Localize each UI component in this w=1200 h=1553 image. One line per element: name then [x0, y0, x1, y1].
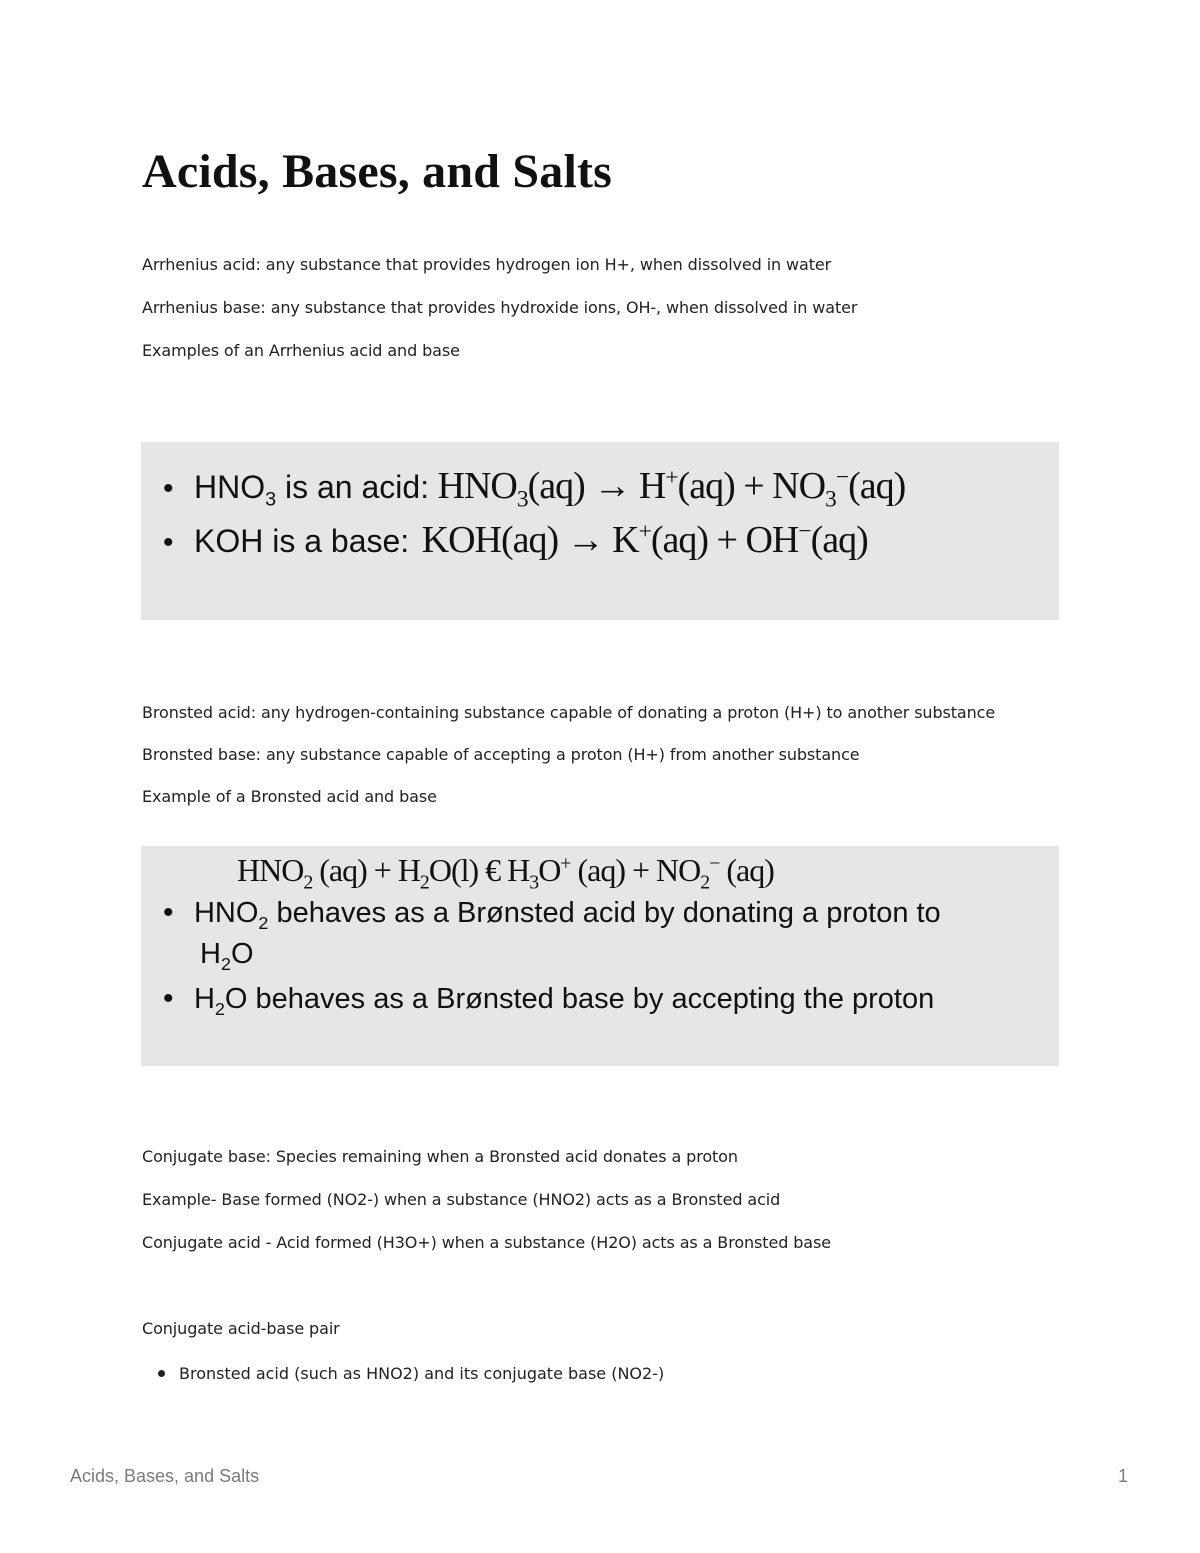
hno3-equation: $HNO_3(aq) \to H^+(aq) + NO_3^-(aq)$: [437, 464, 906, 513]
koh-equation: KOH(aq) → K+(aq) + OH−(aq): [421, 518, 868, 561]
bronsted-example-label: Example of a Bronsted acid and base: [142, 787, 437, 806]
hno2-equation: $HNO_2$ $(aq) + H_2O(l)$ € $H_3O^+$ $(aq) + NO_2^-$ (aq): [237, 852, 774, 894]
conjugate-base-example: Example- Base formed (NO2-) when a substance (HNO2) acts as a Bronsted acid: [142, 1190, 781, 1209]
bullet-icon: •: [163, 472, 174, 505]
bronsted-acid-definition: Bronsted acid: any hydrogen-containing substance capable of donating a proton (H+) to another substance: [142, 703, 996, 722]
h2o-bronsted-base-text: $H_2O$ behaves as a Brønsted base by accepting the proton: [193, 983, 935, 1019]
arrhenius-acid-definition: Arrhenius acid: any substance that provides hydrogen ion H+, when dissolved in water: [142, 255, 832, 274]
conjugate-acid-definition: Conjugate acid - Acid formed (H3O+) when a substance (H2O) acts as a Bronsted base: [142, 1233, 831, 1252]
conjugate-pair-heading: Conjugate acid-base pair: [142, 1319, 340, 1338]
bullet-icon: •: [163, 896, 174, 929]
bronsted-base-definition: Bronsted base: any substance capable of accepting a proton (H+) from another substance: [142, 745, 860, 764]
bullet-icon: •: [163, 982, 174, 1015]
bullet-icon: •: [163, 526, 174, 559]
figure1-line2: [163, 518, 868, 562]
bronsted-example-figure: [141, 846, 1059, 1066]
figure2-bullet1: [163, 896, 941, 934]
footer-title: Acids, Bases, and Salts: [70, 1466, 260, 1486]
arrhenius-base-definition: Arrhenius base: any substance that provides hydroxide ions, OH-, when dissolved in water: [142, 298, 858, 317]
hno2-bronsted-acid-text: $HNO_2$ behaves as a Brønsted acid by donating a proton to: [193, 897, 941, 933]
figure2-bullet2: [163, 982, 934, 1020]
figure1-line1: [163, 464, 905, 514]
arrhenius-example-figure: [141, 442, 1059, 620]
conjugate-base-definition: Conjugate base: Species remaining when a Bronsted acid donates a proton: [142, 1147, 738, 1166]
figure2-bullet1-continued: $H_2O$: [200, 938, 254, 974]
hno3-label: $HNO_3$ is an acid:: [193, 469, 430, 511]
page-title: Acids, Bases, and Salts: [142, 145, 613, 198]
koh-label: KOH is a base:: [193, 523, 410, 559]
list-item: Bronsted acid (such as HNO2) and its conjugate base (NO2-): [142, 1364, 664, 1383]
arrhenius-examples-label: Examples of an Arrhenius acid and base: [142, 341, 460, 360]
bullet-icon: [158, 1370, 165, 1377]
page-number: 1: [1117, 1466, 1128, 1486]
